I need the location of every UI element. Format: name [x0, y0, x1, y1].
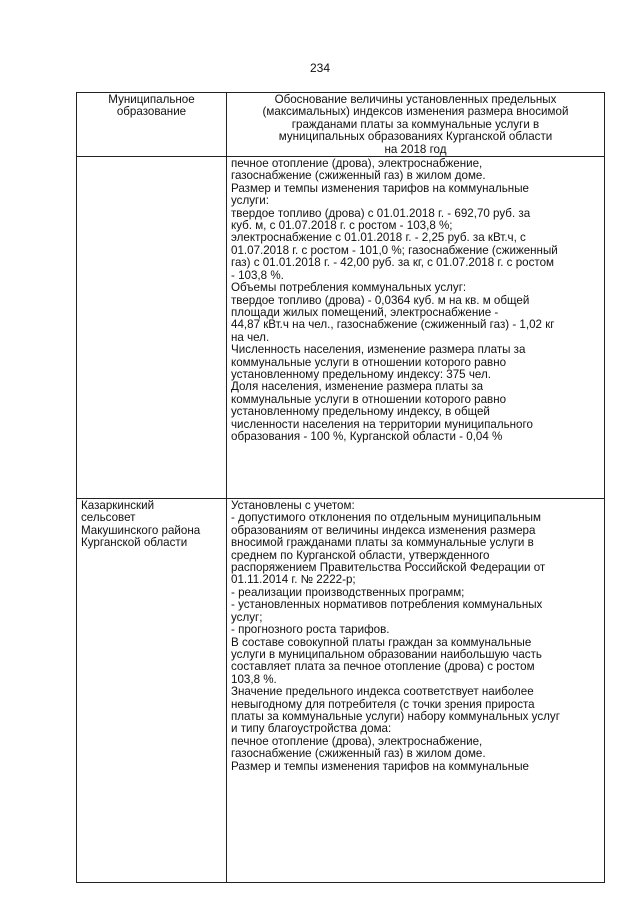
table-row	[77, 157, 605, 499]
text-line: твердое топливо (дрова) с 01.01.2018 г. - 692,70 руб. за	[231, 206, 531, 220]
municipality-line: Казаркинский	[81, 499, 155, 513]
index-justification-table	[76, 92, 605, 883]
text-line: - установленных нормативов потребления коммунальных	[231, 598, 543, 612]
justification-cell	[227, 157, 605, 499]
text-line: электроснабжение с 01.01.2018 г. - 2,25 руб. за кВт.ч, с	[231, 231, 526, 245]
text-line: установленному предельному индексу: 375 чел.	[231, 367, 491, 381]
text-line: 44,87 кВт.ч на чел., газоснабжение (сжиженный газ) - 1,02 кг	[231, 318, 555, 332]
justification-cell	[227, 499, 605, 883]
text-line: печное отопление (дрова), электроснабжение,	[231, 157, 483, 171]
text-line: Значение предельного индекса соответствует наиболее	[231, 685, 534, 699]
text-line: 01.07.2018 г. с ростом - 101,0 %; газоснабжение (сжиженный	[231, 243, 558, 257]
text-line: Доля населения, изменение размера платы за	[231, 380, 484, 394]
text-line: газ) с 01.01.2018 г. - 42,00 руб. за кг, с 01.07.2018 г. с ростом	[231, 256, 554, 270]
text-line: Установлены с учетом:	[231, 499, 355, 513]
text-line: - 103,8 %.	[231, 268, 284, 282]
text-line: твердое топливо (дрова) - 0,0364 куб. м на кв. м общей	[231, 293, 530, 307]
text-line: на чел.	[231, 330, 270, 344]
text-line: составляет плата за печное отопление (дрова) с ростом	[231, 660, 535, 674]
text-line: Размер и темпы изменения тарифов на коммунальные	[231, 759, 529, 773]
text-line: вносимой гражданами платы за коммунальные услуги в	[231, 536, 534, 550]
text-line: В составе совокупной платы граждан за коммунальные	[231, 635, 532, 649]
text-line: площади жилых помещений, электроснабжение -	[231, 305, 499, 319]
header-line: гражданами платы за коммунальные услуги в	[291, 117, 540, 131]
text-line: коммунальные услуги в отношении которого равно	[231, 392, 507, 406]
text-line: газоснабжение (сжиженный газ) в жилом доме.	[231, 169, 486, 183]
text-line: 01.11.2014 г. № 2222-р;	[231, 573, 356, 587]
municipality-cell	[77, 157, 227, 499]
page-number: 234	[309, 61, 331, 75]
text-line: услуги в муниципальном образовании наибольшую часть	[231, 647, 542, 661]
table-header-row	[77, 93, 605, 157]
table-row	[77, 499, 605, 883]
text-line: платы за коммунальные услуги) набору коммунальных услуг	[231, 709, 560, 723]
municipality-line: Курганской области	[81, 536, 188, 550]
header-justification	[227, 93, 605, 157]
municipality-line: Макушинского района	[81, 523, 201, 537]
text-line: Размер и темпы изменения тарифов на коммунальные	[231, 181, 529, 195]
text-line: распоряжением Правительства Российской Федерации от	[231, 561, 546, 575]
text-line: - прогнозного роста тарифов.	[231, 623, 390, 637]
text-line: и типу благоустройства дома:	[231, 722, 392, 736]
text-line: Численность населения, изменение размера платы за	[231, 343, 526, 357]
header-line: на 2018 год	[384, 142, 447, 156]
municipality-line: сельсовет	[81, 511, 136, 525]
text-line: Объемы потребления коммунальных услуг:	[231, 281, 467, 295]
text-line: образования - 100 %, Курганской области - 0,04 %	[231, 429, 503, 443]
text-line: коммунальные услуги в отношении которого равно	[231, 355, 507, 369]
text-line: - реализации производственных программ;	[231, 585, 465, 599]
text-line: - допустимого отклонения по отдельным муниципальным	[231, 511, 541, 525]
text-line: среднем по Курганской области, утвержденного	[231, 548, 490, 562]
text-line: печное отопление (дрова), электроснабжение,	[231, 734, 483, 748]
text-line: услуги:	[231, 194, 269, 208]
header-municipality: Муниципальное образование	[77, 93, 227, 157]
text-line: газоснабжение (сжиженный газ) в жилом доме.	[231, 747, 486, 761]
header-line: (максимальных) индексов изменения размера вносимой	[262, 105, 569, 119]
text-line: куб. м, с 01.07.2018 г. с ростом - 103,8 %;	[231, 219, 453, 233]
text-line: образованиям от величины индекса изменения размера	[231, 523, 536, 537]
header-line: муниципальных образованиях Курганской области	[278, 130, 553, 144]
text-line: невыгодному для потребителя (с точки зрения прироста	[231, 697, 535, 711]
text-line: установленному предельному индексу, в общей	[231, 405, 490, 419]
header-line: Обоснование величины установленных предельных	[274, 93, 557, 106]
text-line: 103,8 %.	[231, 672, 277, 686]
municipality-cell	[77, 499, 227, 883]
text-line: численности населения на территории муниципального	[231, 417, 533, 431]
text-line: услуг;	[231, 610, 263, 624]
